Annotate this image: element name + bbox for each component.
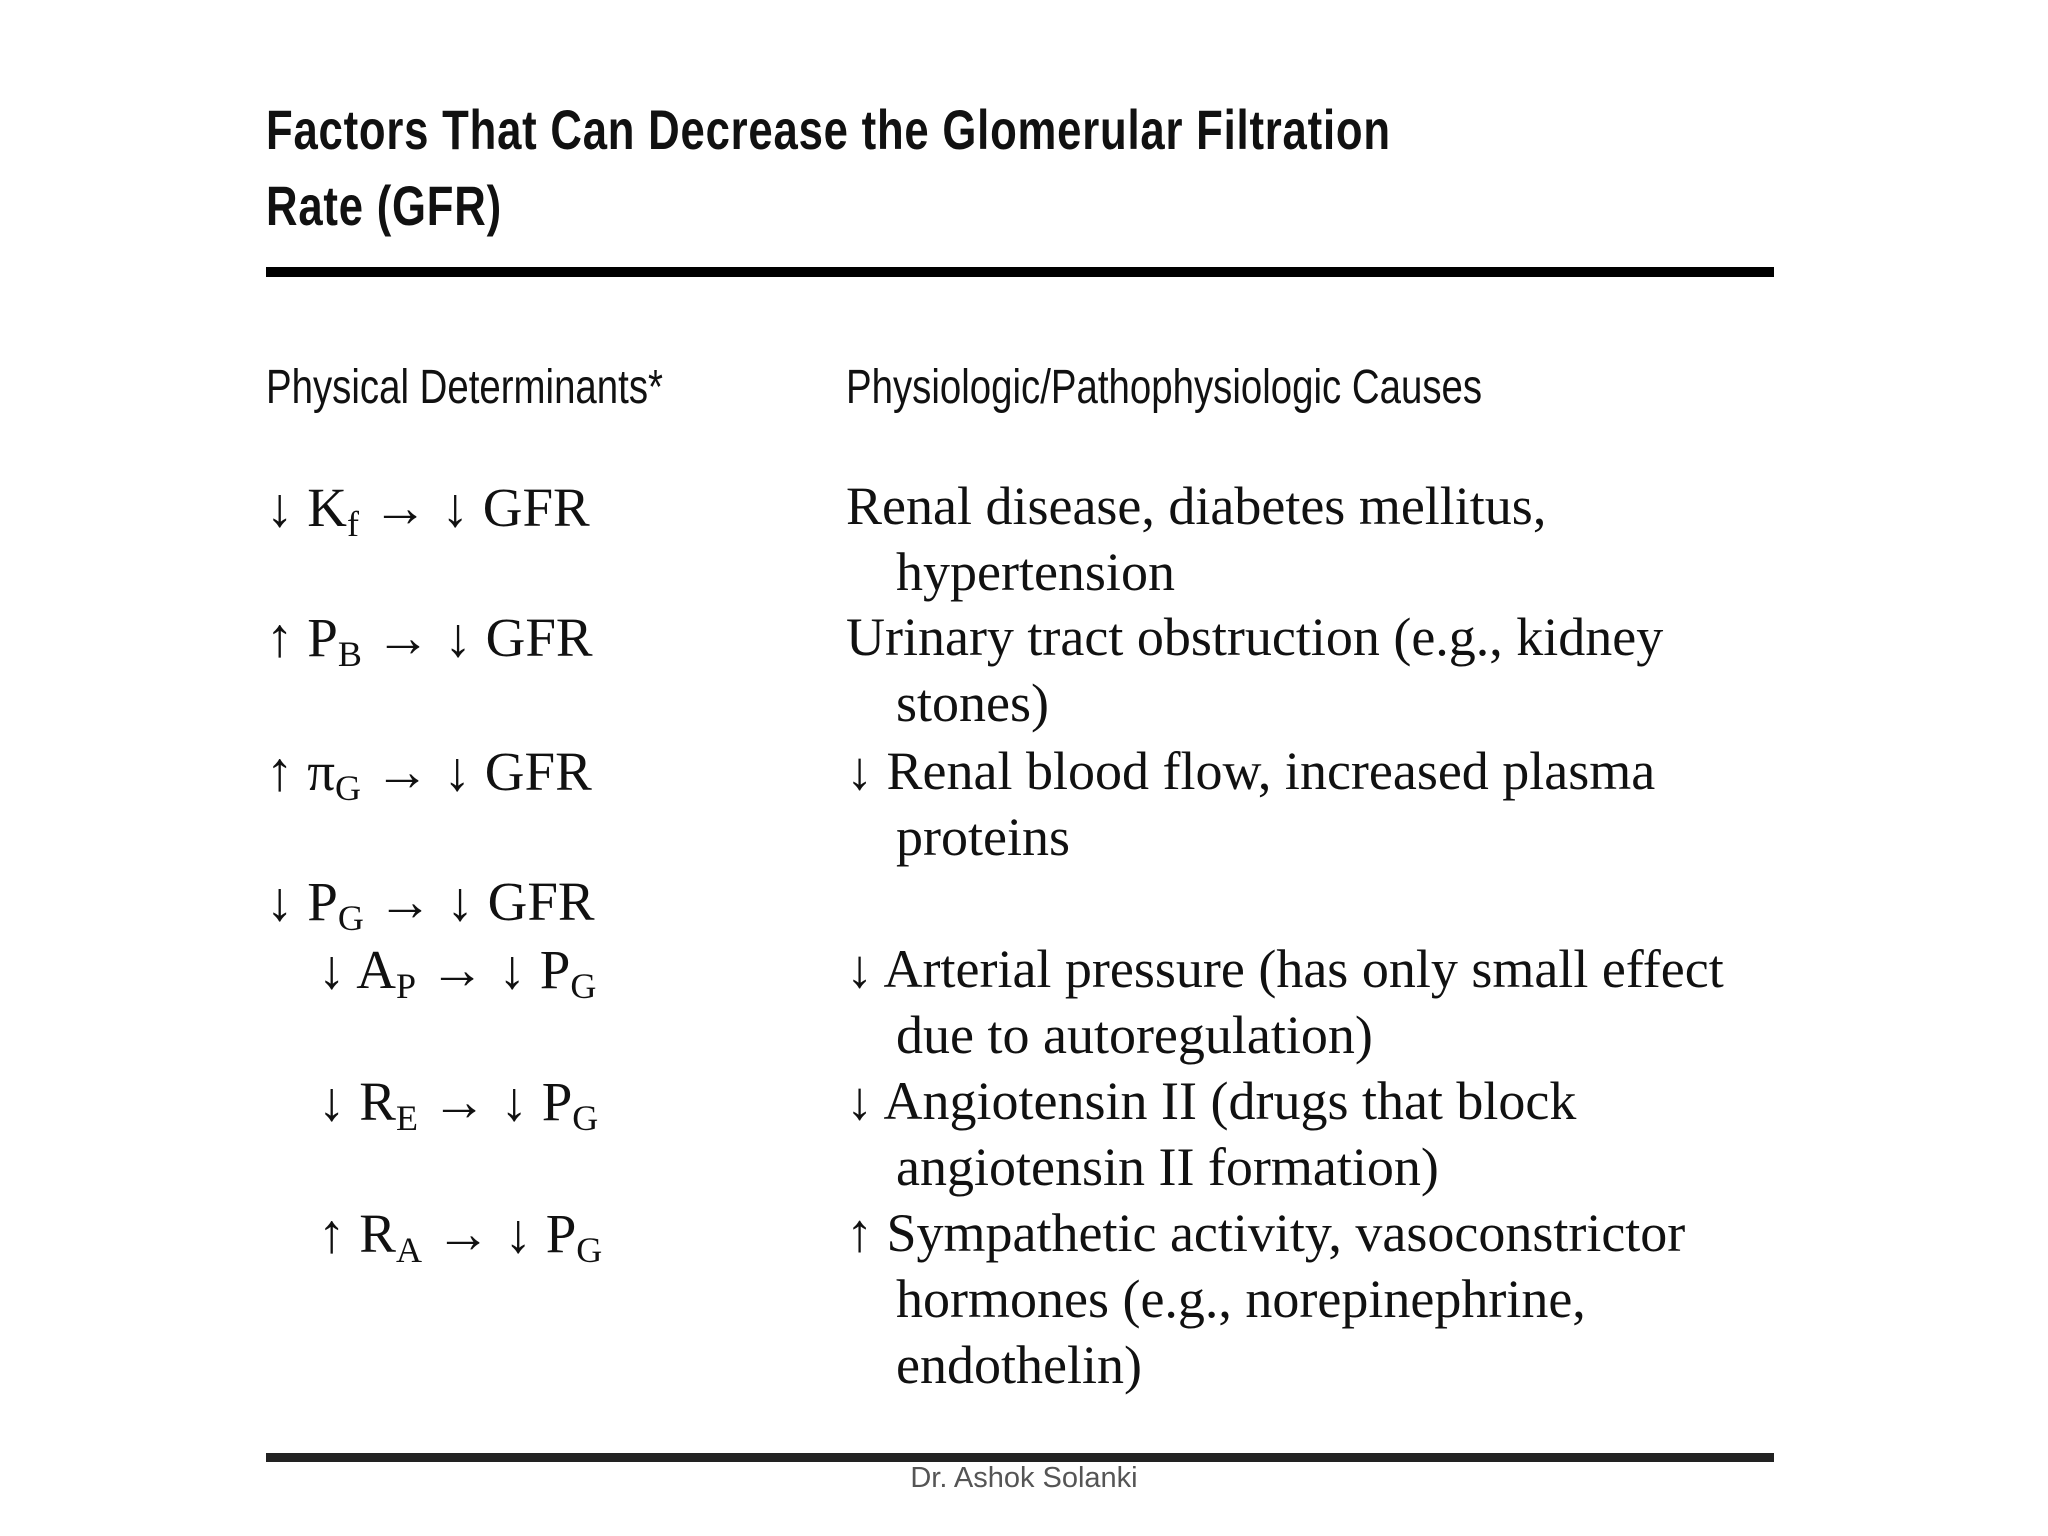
- cause-renal-disease: Renal disease, diabetes mellitus, hypertension: [846, 476, 1547, 602]
- cause-sympathetic-activity: ↑ Sympathetic activity, vasoconstrictor hormones (e.g., norepinephrine, endothelin): [846, 1203, 1686, 1395]
- bottom-rule: [266, 1453, 1774, 1462]
- determinant-kf: ↓ $K_f$ → ↓ GFR: [266, 477, 590, 544]
- header-physical-determinants: Physical Determinants*: [266, 361, 663, 414]
- cause-arterial-pressure: ↓ Arterial pressure (has only small effect due to autoregulation): [846, 939, 1724, 1065]
- cause-urinary-obstruction: Urinary tract obstruction (e.g., kidney stones): [846, 607, 1664, 733]
- top-rule: [266, 267, 1774, 277]
- determinant-ap: ↓ $A_P$ → ↓ $P_G$: [318, 939, 597, 1006]
- determinant-ra: ↑ $R_A$ → ↓ $P_G$: [318, 1203, 603, 1270]
- cause-angiotensin: ↓ Angiotensin II (drugs that block angiotensin II formation): [846, 1071, 1577, 1197]
- determinant-pg: ↓ $P_G$ → ↓ GFR: [266, 871, 595, 938]
- cause-renal-blood-flow: ↓ Renal blood flow, increased plasma proteins: [846, 741, 1656, 867]
- determinant-re: ↓ $R_E$ → ↓ $P_G$: [318, 1071, 599, 1138]
- footer-author: Dr. Ashok Solanki: [910, 1462, 1138, 1494]
- determinant-pi-g: ↑ $\pi_G$ → ↓ GFR: [266, 741, 592, 808]
- determinant-pb: ↑ $P_B$ → ↓ GFR: [266, 607, 593, 674]
- header-causes: Physiologic/Pathophysiologic Causes: [846, 361, 1483, 414]
- table-title: Factors That Can Decrease the Glomerular Filtration Rate (GFR): [266, 98, 1391, 237]
